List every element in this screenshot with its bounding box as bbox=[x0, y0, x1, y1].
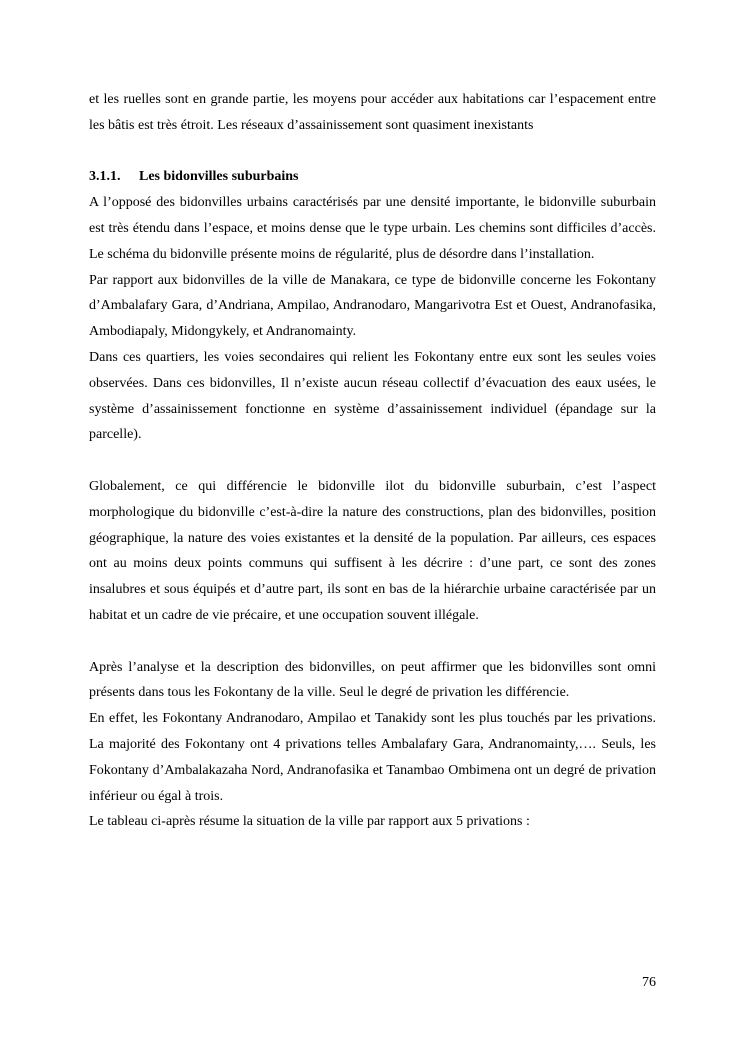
paragraph-spacer bbox=[89, 139, 656, 165]
paragraph-7: Le tableau ci-après résume la situation de la ville par rapport aux 5 privations : bbox=[89, 814, 530, 830]
paragraph-1: A l’opposé des bidonvilles urbains caractérisés par une densité importante, le bidonville suburbain est très étendu dans l’espace, et moins dense que le type urbain. Les chemins sont difficiles d’accès. Le schéma du bidonville présente moins de régularité, plus de désordre dans l’installation. bbox=[89, 195, 656, 262]
continuation-paragraph: et les ruelles sont en grande partie, les moyens pour accéder aux habitations car l’espacement entre les bâtis est très étroit. Les réseaux d’assainissement sont quasiment inexistants bbox=[89, 92, 656, 133]
paragraph-spacer bbox=[89, 448, 656, 474]
paragraph-5: Après l’analyse et la description des bidonvilles, on peut affirmer que les bidonvilles sont omni présents dans tous les Fokontany de la ville. Seul le degré de privation les différencie. bbox=[89, 659, 656, 701]
paragraph-2: Par rapport aux bidonvilles de la ville de Manakara, ce type de bidonville concerne les Fokontany d’Ambalafary Gara, d’Andriana, Ampilao, Andranodaro, Mangarivotra Est et Ouest, Andranofasika, Ambodiapaly, Midongykely, et Andranomainty. bbox=[89, 272, 656, 340]
section-number: 3.1.1. bbox=[89, 169, 121, 185]
paragraph-4: Globalement, ce qui différencie le bidonville ilot du bidonville suburbain, c’est l’aspect morphologique du bidonville c’est-à-dire la nature des constructions, plan des bidonvilles, position géographique, la nature des voies existantes et la densité de la population. Par ailleurs, ces espaces ont au moins deux points communs qui suffisent à les décrire : d’une part, ce sont des zones insalubres et sous équipés et d’autre part, ils sont en bas de la hiérarchie urbaine caractérisée par un habitat et un cadre de vie précaire, et une occupation souvent illégale. bbox=[89, 478, 656, 623]
document-page bbox=[89, 87, 656, 835]
paragraph-3: Dans ces quartiers, les voies secondaires qui relient les Fokontany entre eux sont les seules voies observées. Dans ces bidonvilles, Il n’existe aucun réseau collectif d’évacuation des eaux usées, le système d’assainissement fonctionne en système d’assainissement individuel (épandage sur la parcelle). bbox=[89, 349, 656, 443]
page-number: 76 bbox=[642, 975, 656, 990]
section-heading bbox=[89, 164, 656, 190]
paragraph-spacer bbox=[89, 629, 656, 655]
paragraph-6: En effet, les Fokontany Andranodaro, Ampilao et Tanakidy sont les plus touchés par les privations. La majorité des Fokontany ont 4 privations telles Ambalafary Gara, Andranomainty,…. Seuls, les Fokontany d’Ambalakazaha Nord, Andranofasika et Tanambao Ombimena ont un degré de privation inférieur ou égal à trois. bbox=[89, 711, 656, 804]
section-title: Les bidonvilles suburbains bbox=[139, 169, 299, 185]
